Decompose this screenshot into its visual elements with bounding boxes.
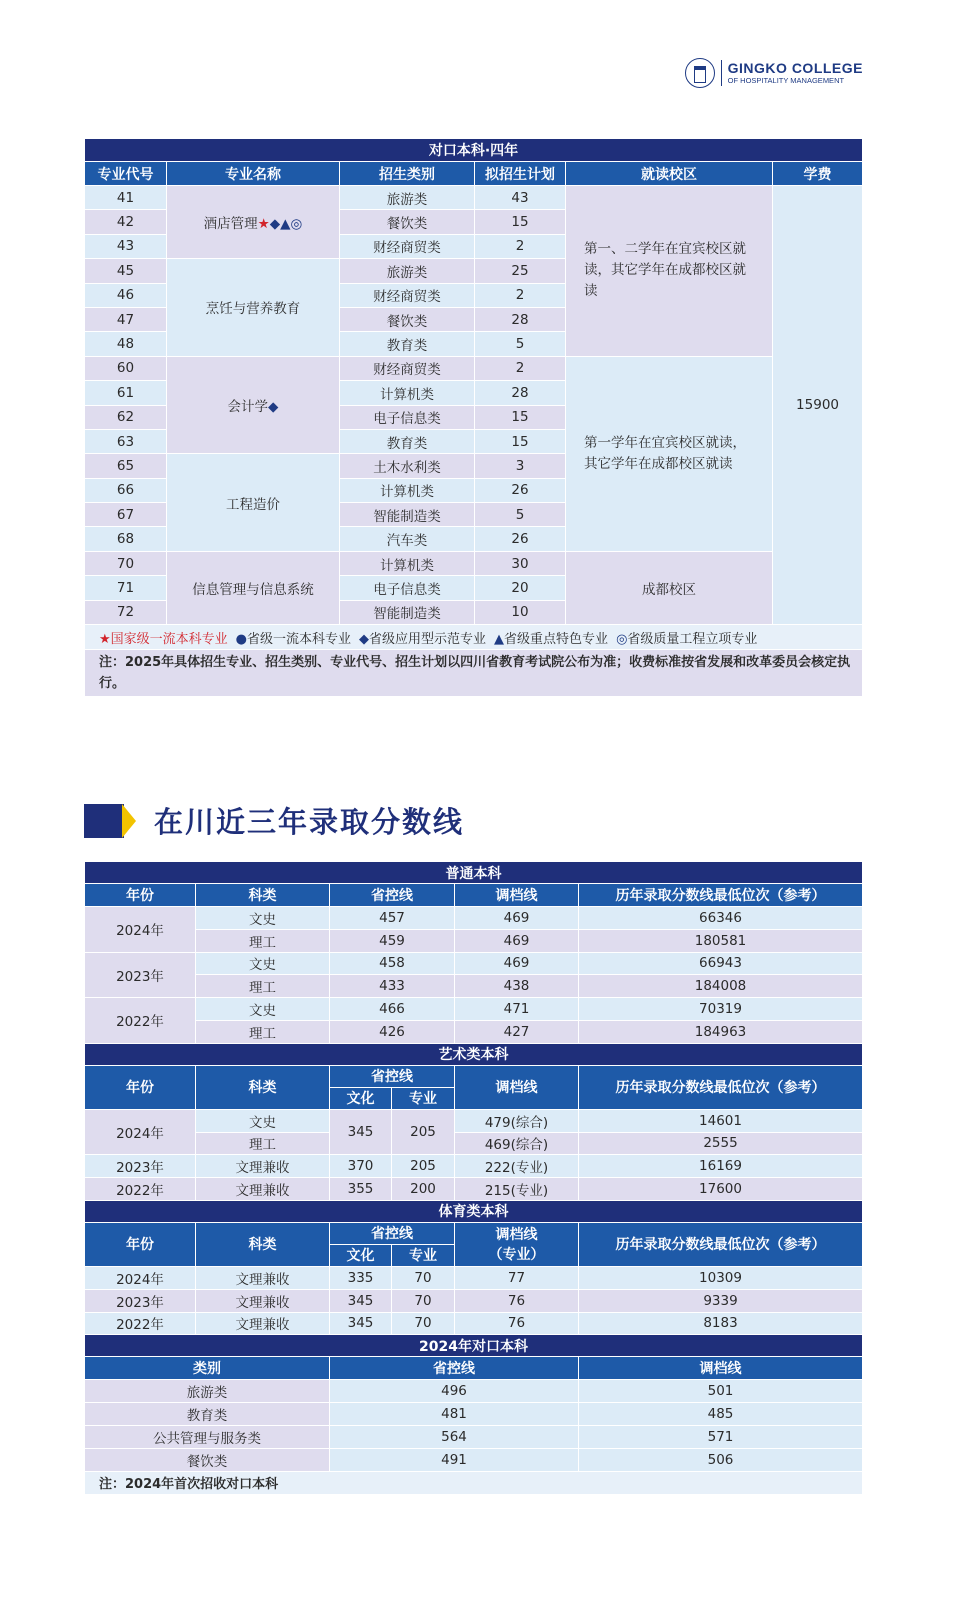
note-row [85,1471,863,1494]
adjust-line: 485 [579,1403,863,1426]
adjust-line: 471 [455,998,579,1021]
adjust-line: 76 [455,1312,579,1335]
vocational-bachelor-table [84,138,863,697]
province-line: 496 [330,1380,579,1403]
major-code: 60 [85,356,167,380]
adjust-line: 469 [455,907,579,930]
min-rank: 184008 [579,975,863,998]
table-note: 注：2024年首次招收对口本科 [85,1471,863,1494]
subject: 文理兼收 [196,1178,330,1201]
min-rank: 8183 [579,1312,863,1335]
enroll-plan: 2 [475,283,566,307]
major-line: 70 [392,1312,455,1335]
enroll-plan: 20 [475,576,566,600]
enroll-plan: 2 [475,234,566,258]
legend-symbol-icon: ● [235,631,248,647]
campus-info: 成都校区 [566,551,773,624]
culture-line: 345 [330,1312,392,1335]
column-subheader: 专业 [392,1087,455,1109]
major-code: 70 [85,551,167,575]
adjust-line: 469 [455,952,579,975]
table-row [85,907,863,930]
table-row [85,1448,863,1471]
legend-symbol-icon: ★ [99,631,111,647]
subject: 文史 [196,1109,330,1132]
province-line: 459 [330,929,455,952]
enroll-category: 餐饮类 [340,210,475,234]
enroll-plan: 26 [475,527,566,551]
subject: 文史 [196,907,330,930]
major-code: 61 [85,381,167,405]
min-rank: 70319 [579,998,863,1021]
legend-text: 省级质量工程立项专业 [627,631,758,647]
column-header: 科类 [196,884,330,907]
enroll-category: 餐饮类 [340,307,475,331]
min-rank: 16169 [579,1155,863,1178]
province-line: 481 [330,1403,579,1426]
adjust-line: 571 [579,1425,863,1448]
subject: 文理兼收 [196,1289,330,1312]
enroll-category: 教育类 [340,429,475,453]
table-row [85,952,863,975]
column-header: 科类 [196,1065,330,1109]
enroll-plan: 26 [475,478,566,502]
major-code: 48 [85,332,167,356]
table-row [85,1425,863,1448]
heading-block-icon [84,804,124,838]
table-row [85,1266,863,1289]
subject: 理工 [196,1132,330,1155]
province-line: 564 [330,1425,579,1448]
table-row [85,1020,863,1043]
legend-symbol-icon: ◎ [616,631,628,647]
culture-line: 355 [330,1178,392,1201]
section-title-row [85,1335,863,1357]
enroll-category: 计算机类 [340,551,475,575]
table-row [85,1155,863,1178]
header-row [85,1357,863,1380]
enroll-category: 旅游类 [340,186,475,210]
enroll-plan: 30 [475,551,566,575]
adjust-line: 215(专业) [455,1178,579,1201]
major-code: 46 [85,283,167,307]
province-line: 426 [330,1020,455,1043]
table-title-row [85,139,863,162]
major-code: 72 [85,600,167,624]
column-header: 专业代号 [85,162,167,186]
logo-divider [721,60,722,86]
major-code: 42 [85,210,167,234]
major-name [167,259,340,357]
column-header: 就读校区 [566,162,773,186]
table-row [85,1312,863,1335]
year: 2022年 [85,1312,196,1335]
table-row [85,356,863,380]
legend-symbol-icon: ◆ [359,631,370,647]
major-code: 67 [85,503,167,527]
admission-scores-table [84,861,863,1495]
header-row [85,884,863,907]
major-name [167,186,340,259]
major-code: 41 [85,186,167,210]
table-row [85,551,863,575]
adjust-line: 76 [455,1289,579,1312]
campus-info: 第一学年在宜宾校区就读，其它学年在成都校区就读 [566,356,773,551]
province-line: 466 [330,998,455,1021]
major-name [167,551,340,624]
header-row [85,1065,863,1087]
enroll-category: 旅游类 [340,259,475,283]
section-title-row [85,1043,863,1065]
adjust-line: 501 [579,1380,863,1403]
column-header: 历年录取分数线最低位次（参考） [579,1222,863,1266]
legend-text: 省级一流本科专业 [247,631,352,647]
category: 餐饮类 [85,1448,330,1471]
column-header: 省控线 [330,884,455,907]
enroll-category: 汽车类 [340,527,475,551]
table-row [85,1132,863,1155]
enroll-plan: 2 [475,356,566,380]
enroll-category: 财经商贸类 [340,356,475,380]
enroll-plan: 5 [475,332,566,356]
culture-line: 345 [330,1109,392,1155]
major-badge-icons: ◆ [268,399,279,416]
year: 2022年 [85,1178,196,1201]
header-row [85,162,863,186]
major-badge-icons: ◆▲◎ [269,216,303,233]
column-subheader: 文化 [330,1244,392,1266]
enroll-plan: 3 [475,454,566,478]
enroll-plan: 15 [475,405,566,429]
section-title-row [85,1200,863,1222]
adjust-line: 222(专业) [455,1155,579,1178]
column-subheader: 专业 [392,1244,455,1266]
min-rank: 180581 [579,929,863,952]
legend-symbol-icon: ▲ [494,631,505,647]
college-seal-icon [685,58,715,88]
enroll-plan: 25 [475,259,566,283]
column-header: 省控线 [330,1357,579,1380]
column-header: 招生类别 [340,162,475,186]
column-header: 省控线 [330,1222,455,1244]
subject: 理工 [196,1020,330,1043]
table-row [85,998,863,1021]
major-line: 70 [392,1266,455,1289]
year: 2023年 [85,1289,196,1312]
min-rank: 66346 [579,907,863,930]
legend-text: 国家级一流本科专业 [110,631,228,647]
subject: 文史 [196,952,330,975]
table-row [85,1178,863,1201]
enroll-plan: 43 [475,186,566,210]
column-header: 年份 [85,1065,196,1109]
table-row [85,1289,863,1312]
major-code: 71 [85,576,167,600]
major-name-text: 酒店管理 [203,216,258,233]
year: 2022年 [85,998,196,1044]
table-row [85,975,863,998]
enroll-category: 土木水利类 [340,454,475,478]
enroll-category: 电子信息类 [340,576,475,600]
enroll-category: 教育类 [340,332,475,356]
year: 2024年 [85,1109,196,1155]
column-header: 拟招生计划 [475,162,566,186]
min-rank: 10309 [579,1266,863,1289]
category: 公共管理与服务类 [85,1425,330,1448]
major-name-text: 信息管理与信息系统 [192,581,314,598]
major-name-text: 烹饪与营养教育 [205,301,301,318]
major-code: 45 [85,259,167,283]
table-row [85,929,863,952]
enroll-category: 财经商贸类 [340,283,475,307]
major-name-text: 工程造价 [226,496,280,513]
legend-text: 省级重点特色专业 [504,631,609,647]
major-code: 66 [85,478,167,502]
major-name-text: 会计学 [227,399,269,416]
subject: 文理兼收 [196,1155,330,1178]
section-title-cell: 体育类本科 [85,1200,863,1222]
province-line: 433 [330,975,455,998]
enroll-plan: 5 [475,503,566,527]
enroll-plan: 10 [475,600,566,624]
enroll-category: 智能制造类 [340,503,475,527]
major-code: 63 [85,429,167,453]
column-header: 年份 [85,1222,196,1266]
category: 教育类 [85,1403,330,1426]
note-row [85,650,863,697]
column-header: 历年录取分数线最低位次（参考） [579,884,863,907]
adjust-line: 77 [455,1266,579,1289]
major-code: 47 [85,307,167,331]
column-subheader: （专业） [488,1247,545,1264]
min-rank: 66943 [579,952,863,975]
enroll-plan: 15 [475,429,566,453]
enroll-plan: 15 [475,210,566,234]
year: 2023年 [85,1155,196,1178]
column-subheader: 文化 [330,1087,392,1109]
tuition-fee: 15900 [773,186,863,625]
major-code: 43 [85,234,167,258]
major-name [167,356,340,454]
culture-line: 345 [330,1289,392,1312]
table-row [85,1109,863,1132]
subject: 理工 [196,929,330,952]
province-line: 491 [330,1448,579,1471]
enroll-category: 计算机类 [340,478,475,502]
star-icon: ★ [257,216,270,233]
culture-line: 370 [330,1155,392,1178]
province-line: 458 [330,952,455,975]
enroll-plan: 28 [475,381,566,405]
section-title-row [85,862,863,884]
adjust-line: 479(综合) [455,1109,579,1132]
adjust-line: 469 [455,929,579,952]
subject: 理工 [196,975,330,998]
major-line: 205 [392,1155,455,1178]
college-logo [685,58,863,88]
table-row [85,1403,863,1426]
adjust-line: 469(综合) [455,1132,579,1155]
column-header: 专业名称 [167,162,340,186]
section-title: 在川近三年录取分数线 [154,805,465,839]
column-header: 调档线 [455,884,579,907]
min-rank: 9339 [579,1289,863,1312]
table-row [85,186,863,210]
column-header: 类别 [85,1357,330,1380]
adjust-line: 438 [455,975,579,998]
year: 2024年 [85,1266,196,1289]
major-line: 205 [392,1109,455,1155]
legend [85,625,863,650]
section-title-cell: 2024年对口本科 [85,1335,863,1357]
table-row [85,1380,863,1403]
campus-info: 第一、二学年在宜宾校区就读，其它学年在成都校区就读 [566,186,773,357]
section-heading [84,800,464,841]
column-header: 学费 [773,162,863,186]
column-header: 省控线 [330,1065,455,1087]
adjust-line: 427 [455,1020,579,1043]
section-title-cell: 普通本科 [85,862,863,884]
culture-line: 335 [330,1266,392,1289]
legend-text: 省级应用型示范专业 [369,631,487,647]
enroll-category: 财经商贸类 [340,234,475,258]
legend-row [85,625,863,650]
major-code: 68 [85,527,167,551]
province-line: 457 [330,907,455,930]
column-header: 调档线 [455,1065,579,1109]
enroll-category: 计算机类 [340,381,475,405]
category: 旅游类 [85,1380,330,1403]
table-note: 注：2025年具体招生专业、招生类别、专业代号、招生计划以四川省教育考试院公布为准；收费标准按省发展和改革委员会核定执行。 [85,650,863,697]
column-header: 科类 [196,1222,330,1266]
enroll-category: 智能制造类 [340,600,475,624]
min-rank: 184963 [579,1020,863,1043]
section-title-cell: 艺术类本科 [85,1043,863,1065]
enroll-plan: 28 [475,307,566,331]
column-header: 历年录取分数线最低位次（参考） [579,1065,863,1109]
year: 2024年 [85,907,196,953]
subject: 文理兼收 [196,1266,330,1289]
table-title: 对口本科·四年 [85,139,863,162]
enroll-category: 电子信息类 [340,405,475,429]
subject: 文史 [196,998,330,1021]
major-code: 62 [85,405,167,429]
major-line: 200 [392,1178,455,1201]
min-rank: 17600 [579,1178,863,1201]
min-rank: 14601 [579,1109,863,1132]
heading-chevron-icon [122,804,136,838]
subject: 文理兼收 [196,1312,330,1335]
min-rank: 2555 [579,1132,863,1155]
column-header: 调档线 （专业） [455,1222,579,1266]
header-row [85,1222,863,1244]
logo-title: GINGKO COLLEGE [727,60,863,76]
major-line: 70 [392,1289,455,1312]
logo-subtitle: OF HOSPITALITY MANAGEMENT [727,76,845,85]
column-header: 调档线 [579,1357,863,1380]
major-code: 65 [85,454,167,478]
year: 2023年 [85,952,196,998]
column-header: 年份 [85,884,196,907]
major-name [167,454,340,552]
adjust-line: 506 [579,1448,863,1471]
